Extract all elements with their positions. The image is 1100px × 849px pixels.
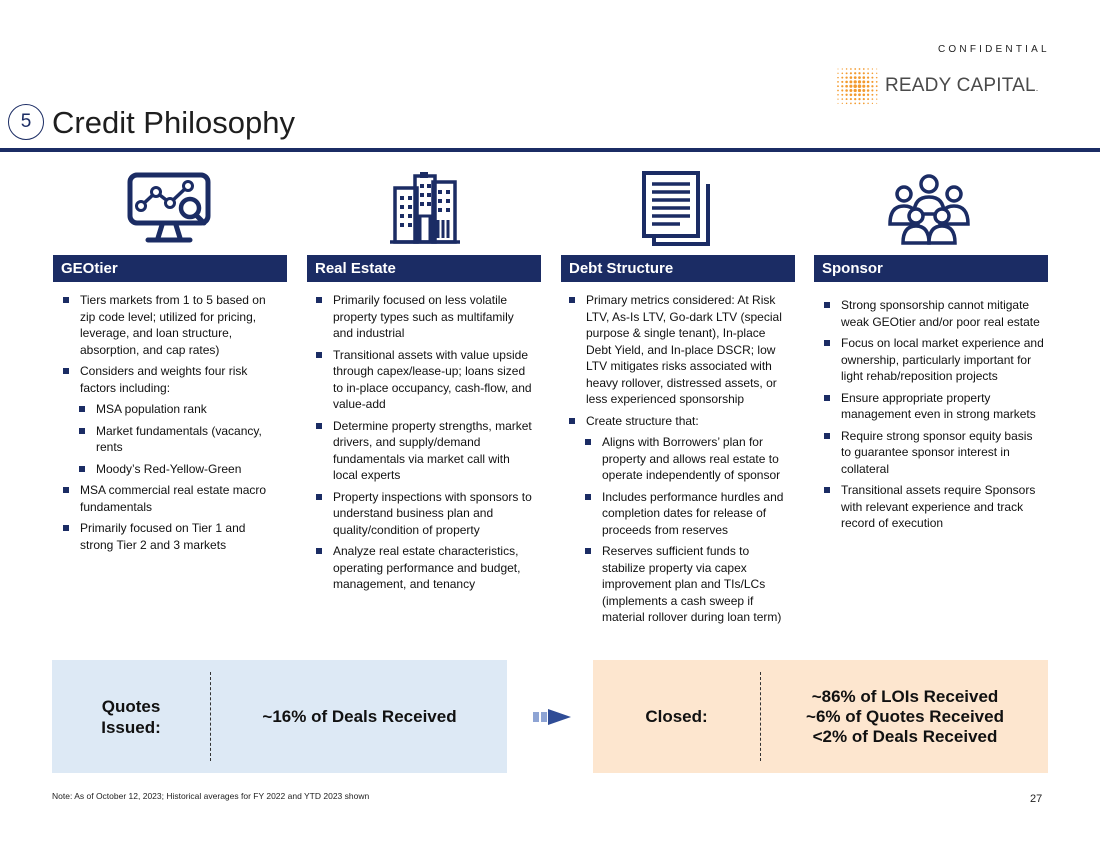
bullet-item: Analyze real estate characteristics, operating performance and budget, management, and tenancy [313,543,535,593]
buildings-icon [380,170,470,246]
quotes-issued-box [52,660,507,773]
real-estate-bullets [313,292,535,598]
quotes-issued-label: Quotes Issued: [101,696,161,737]
sponsor-bullets [821,297,1045,537]
geotier-bullets [60,292,282,558]
header-geotier: GEOtier [53,255,287,282]
sub-bullet-item: MSA population rank [76,401,282,418]
footnote: Note: As of October 12, 2023; Historical averages for FY 2022 and YTD 2023 shown [52,791,370,801]
bullet-item: Ensure appropriate property management even in strong markets [821,390,1045,423]
bullet-item: Require strong sponsor equity basis to guarantee sponsor interest in collateral [821,428,1045,478]
ready-capital-logo [835,66,1038,106]
sub-bullet-item: Reserves sufficient funds to stabilize property via capex improvement plan and TIs/LCs (implements a cash sweep if material rollover during loan term) [582,543,794,626]
closed-divider [760,672,761,761]
quotes-issued-value: ~16% of Deals Received [262,706,457,726]
dot-grid-logo-icon [835,66,879,106]
bullet-item: Primary metrics considered: At Risk LTV, As-Is LTV, Go-dark LTV (special purpose & single tenant), In-place Debt Yield, and In-place DSCR; low LTV mitigates risks associated with heavy rollover, distressed assets, or less experienced sponsorship [566,292,794,408]
bullet-item: MSA commercial real estate macro fundamentals [60,482,282,515]
bullet-item: Strong sponsorship cannot mitigate weak GEOtier and/or poor real estate [821,297,1045,330]
bullet-item: Focus on local market experience and ownership, particularly important for light rehab/reposition projects [821,335,1045,385]
sub-bullet-item: Aligns with Borrowers’ plan for property and allows real estate to operate independently of sponsor [582,434,794,484]
bullet-item: Property inspections with sponsors to understand business plan and quality/condition of property [313,489,535,539]
header-real-estate: Real Estate [307,255,541,282]
page-number: 27 [1030,793,1043,805]
bullet-item: Considers and weights four risk factors including: [60,363,282,396]
sub-bullet-item: Market fundamentals (vacancy, rents [76,423,282,456]
sub-bullet-item: Includes performance hurdles and completion dates for release of proceeds from reserves [582,489,794,539]
title-rule [0,148,1100,152]
bullet-item: Create structure that: [566,413,794,430]
sub-bullet-item: Moody’s Red-Yellow-Green [76,461,282,478]
bullet-item: Primarily focused on less volatile property types such as multifamily and industrial [313,292,535,342]
page-title: Credit Philosophy [52,105,295,140]
debt-structure-bullets [566,292,794,631]
people-group-icon [884,170,974,246]
bullet-item: Transitional assets with value upside through capex/lease-up; loans sized to in-place occupancy, cash-flow, and value-add [313,347,535,413]
analytics-monitor-icon [124,170,214,246]
documents-icon [630,170,720,246]
bullet-item: Tiers markets from 1 to 5 based on zip code level; utilized for pricing, leverage, and loan structure, absorption, and cap rates) [60,292,282,358]
header-sponsor: Sponsor [814,255,1048,282]
logo-text: READY CAPITAL. [885,75,1039,96]
bullet-item: Primarily focused on Tier 1 and strong Tier 2 and 3 markets [60,520,282,553]
bullet-item: Determine property strengths, market drivers, and supply/demand fundamentals via market call with local experts [313,418,535,484]
bullet-item: Transitional assets require Sponsors with relevant experience and track record of execution [821,482,1045,532]
section-number: 5 [8,104,44,140]
arrow-right-icon [533,709,571,725]
confidential-label: CONFIDENTIAL [938,44,1050,55]
closed-values: ~86% of LOIs Received ~6% of Quotes Received <2% of Deals Received [806,686,1004,746]
closed-box [593,660,1048,773]
header-debt-structure: Debt Structure [561,255,795,282]
closed-label: Closed: [645,707,708,726]
quotes-divider [210,672,211,761]
